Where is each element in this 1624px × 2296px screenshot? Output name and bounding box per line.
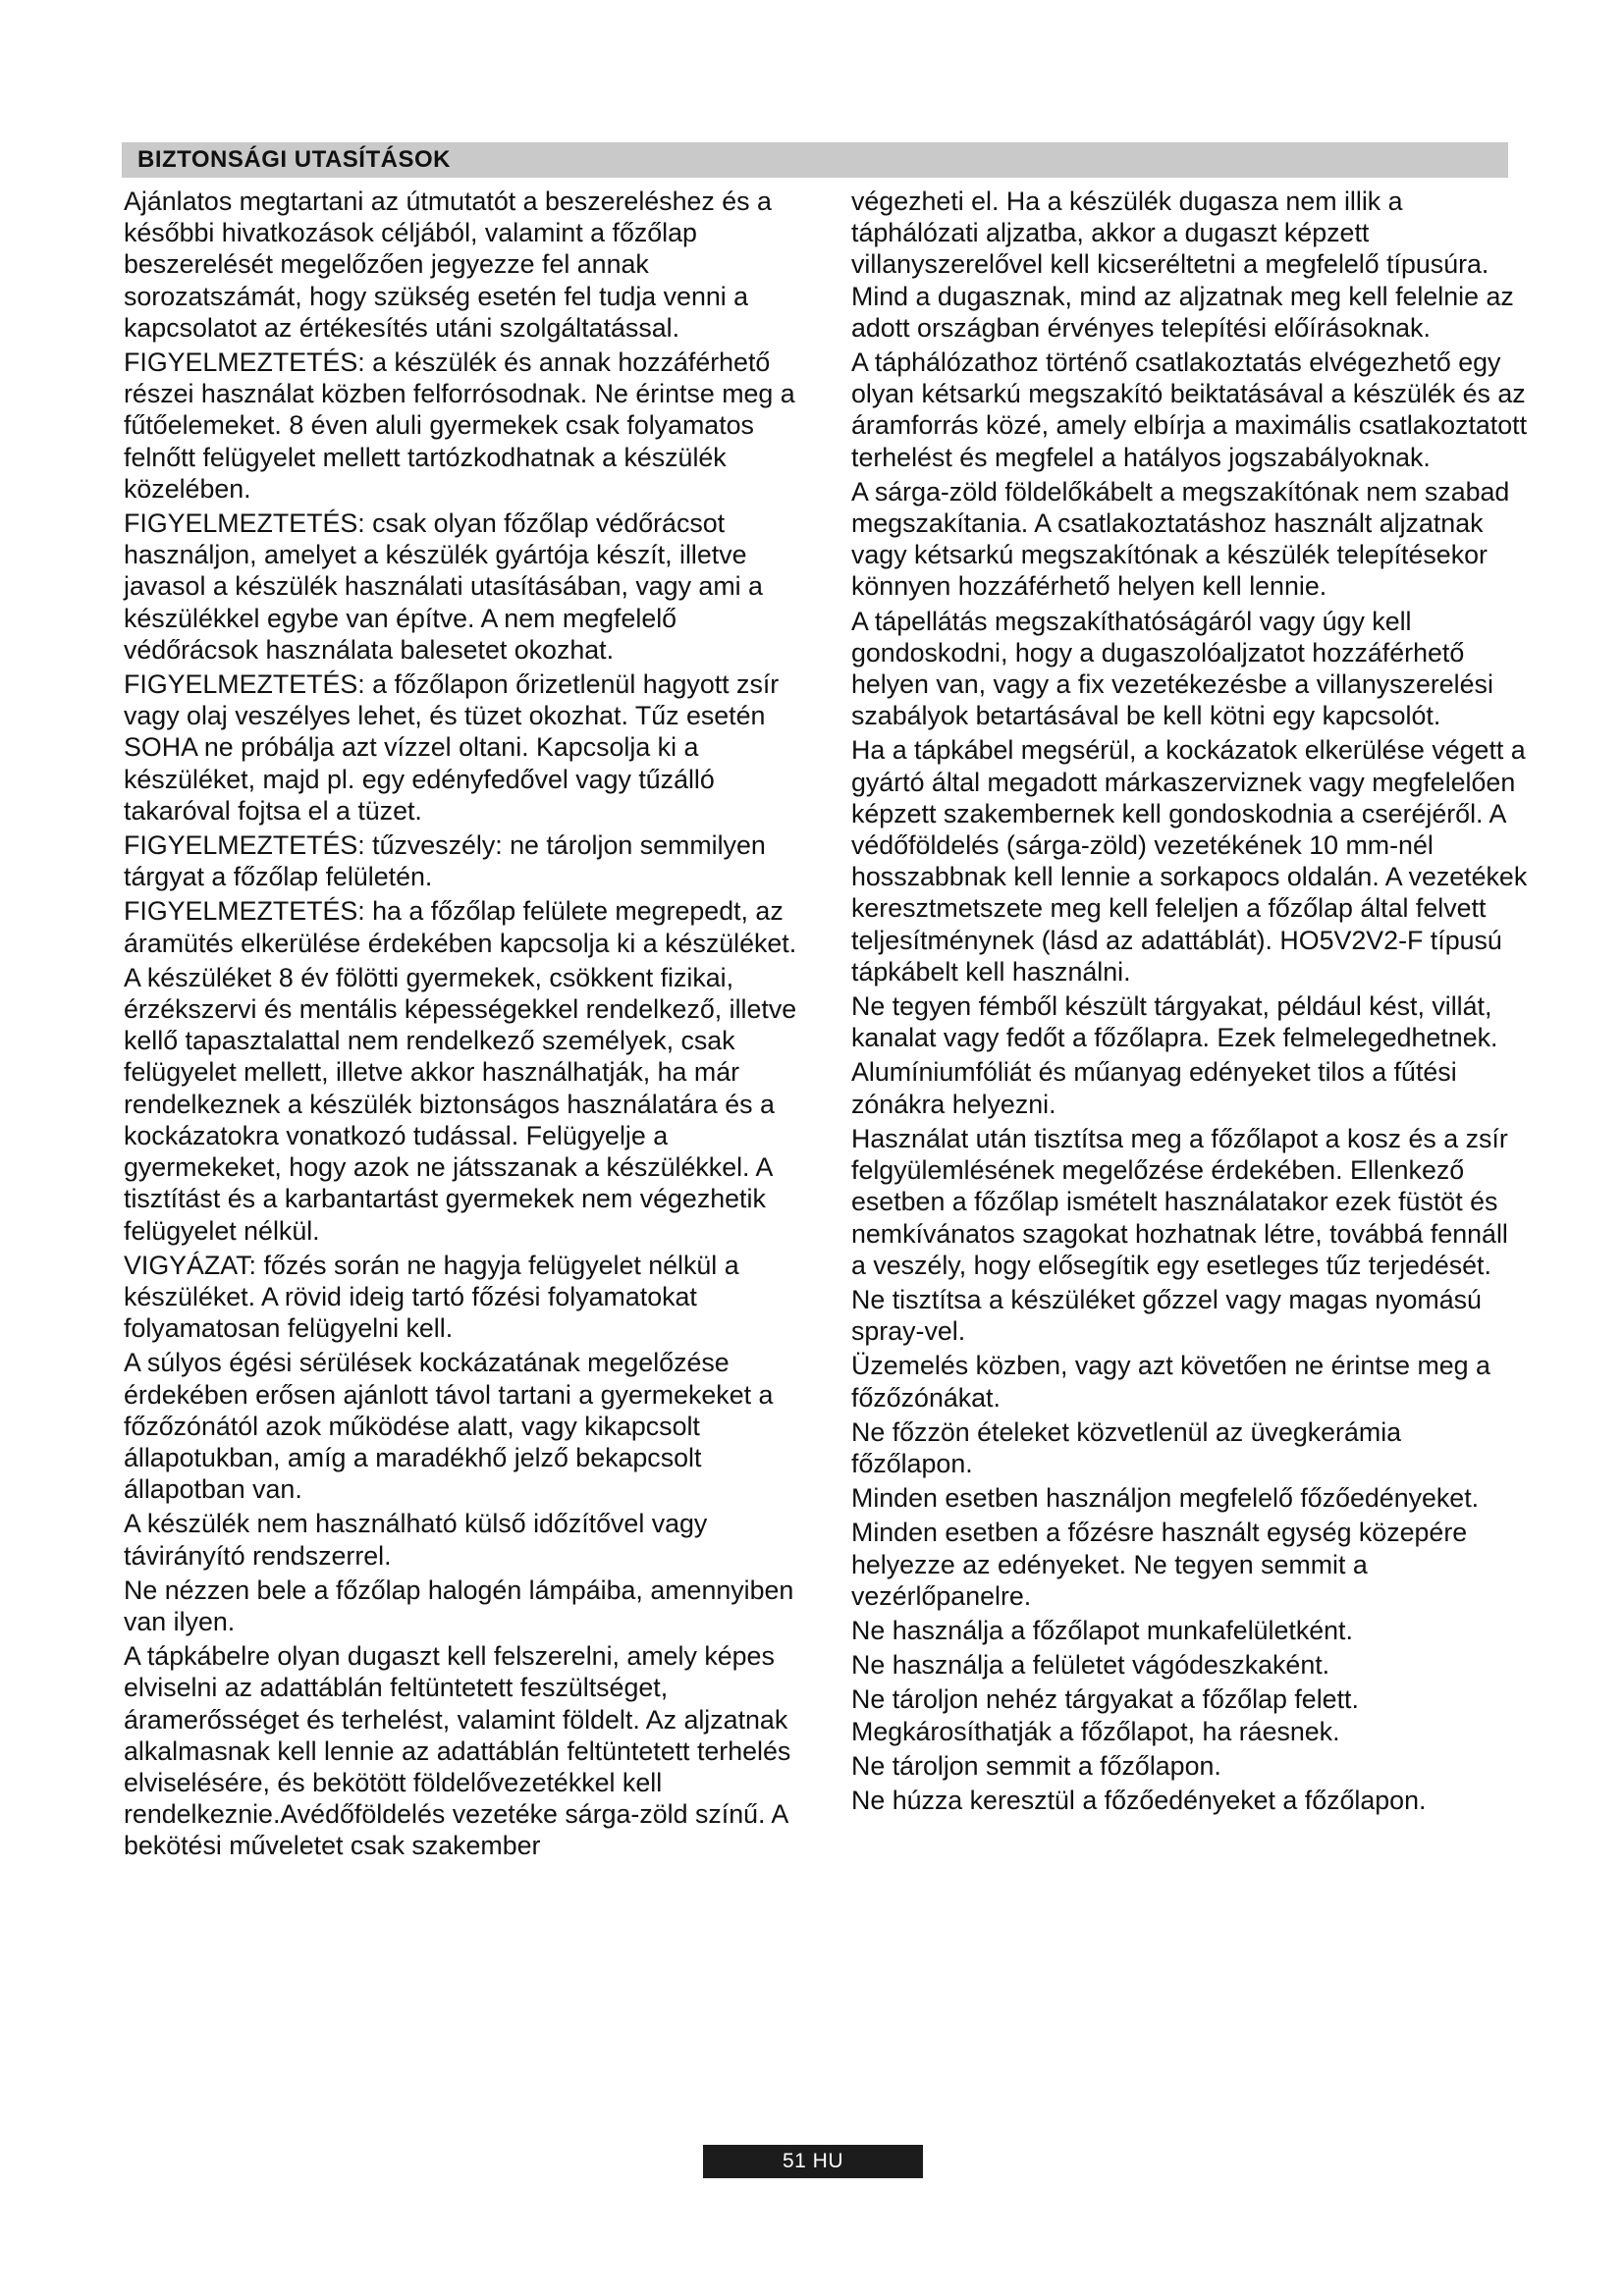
paragraph: Ajánlatos megtartani az útmutatót a beszereléshez és a későbbi hivatkozások céljából, valamint a főzőlap beszerelését megelőzően jegyezze fel annak sorozatszámát, hogy szükség esetén fel tudja venni a kapcsolatot az értékesítés utáni szolgáltatással.: [124, 187, 772, 343]
paragraph: Ne használja a felületet vágódeszkaként.: [851, 1650, 1330, 1681]
page-number: 51 HU: [703, 2145, 923, 2178]
paragraph: Ne főzzön ételeket közvetlenül az üvegkerámia főzőlapon.: [851, 1416, 1402, 1478]
paragraph: A táphálózathoz történő csatlakoztatás elvégezhető egy olyan kétsarkú megszakító beiktatásával a készülék és az áramforrás közé, amely elbírja a maximális csatlakoztatott terhelést és megfelel a hatályos jogszabályoknak.: [851, 347, 1528, 472]
paragraph: FIGYELMEZTETÉS: csak olyan főzőlap védőrácsot használjon, amelyet a készülék gyártója készít, illetve javasol a készülék használati utasításában, vagy ami a készülékkel egybe van építve. A nem megfelelő védőrácsok használata balesetet okozhat.: [124, 508, 763, 665]
paragraph: Ne nézzen bele a főzőlap halogén lámpáiba, amennyiben van ilyen.: [124, 1575, 794, 1636]
left-column: [124, 186, 801, 1865]
paragraph: FIGYELMEZTETÉS: a készülék és annak hozzáférhető részei használat közben felforrósodnak. Ne érintse meg a fűtőelemeket. 8 éven aluli gyermekek csak folyamatos felnőtt felügyelet mellett tartózkodhatnak a készülék közelében.: [124, 347, 795, 504]
paragraph: Ne tegyen fémből készült tárgyakat, például kést, villát, kanalat vagy fedőt a főzőlapra. Ezek felmelegedhetnek.: [851, 991, 1498, 1053]
paragraph: Üzemelés közben, vagy azt követően ne érintse meg a főzőzónákat.: [851, 1351, 1490, 1413]
paragraph: Ne használja a főzőlapot munkafelületként.: [851, 1615, 1353, 1645]
paragraph: VIGYÁZAT: főzés során ne hagyja felügyelet nélkül a készüléket. A rövid ideig tartó főzési folyamatokat folyamatosan felügyelni kell.: [124, 1250, 739, 1344]
paragraph: A tápkábelre olyan dugaszt kell felszerelni, amely képes elviselni az adattáblán feltüntetett feszültséget, áramerősséget és terhelést, valamint földelt. Az aljzatnak alkalmasnak kell lennie az adattáblán feltüntetett terhelés elviselésére, és bekötött földelővezetékkel kell rendelkeznie.Avédőföldelés vezetéke sárga-zöld színű. A bekötési műveletet csak szakember: [124, 1641, 791, 1861]
paragraph: Alumíniumfóliát és műanyag edényeket tilos a fűtési zónákra helyezni.: [851, 1057, 1457, 1119]
paragraph: A tápellátás megszakíthatóságáról vagy úgy kell gondoskodni, hogy a dugaszolóaljzatot hozzáférhető helyen van, vagy a fix vezetékezésbe a villanyszerelési szabályok betartásával be kell kötni egy kapcsolót.: [851, 606, 1493, 731]
paragraph: Használat után tisztítsa meg a főzőlapot a kosz és a zsír felgyülemlésének megelőzése érdekében. Ellenkező esetben a főzőlap ismételt használatakor ezek füstöt és nemkívánatos szagokat hozhatnak létre, továbbá fennáll a veszély, hogy elősegítik egy esetleges tűz terjedését.: [851, 1123, 1508, 1280]
paragraph: végezheti el. Ha a készülék dugasza nem illik a táphálózati aljzatba, akkor a dugaszt képzett villanyszerelővel kell kicseréltetni a megfelelő típusúra. Mind a dugasznak, mind az aljzatnak meg kell felelnie az adott országban érvényes telepítési előírásoknak.: [851, 187, 1514, 343]
paragraph: Ha a tápkábel megsérül, a kockázatok elkerülése végett a gyártó által megadott márkaszerviznek vagy megfelelően képzett szakembernek kell gondoskodnia a cseréjéről. A védőföldelés (sárga-zöld) vezetékének 10 mm-nél hosszabbnak kell lennie a sorkapocs oldalán. A vezetékek keresztmetszete meg kell feleljen a főzőlap által felvett teljesítménynek (lásd az adattáblát). HO5V2V2-F típusú tápkábelt kell használni.: [851, 735, 1528, 987]
section-title: BIZTONSÁGI UTASÍTÁSOK: [137, 146, 451, 173]
paragraph: Minden esetben a főzésre használt egység közepére helyezze az edényeket. Ne tegyen semmit a vezérlőpanelre.: [851, 1518, 1468, 1611]
paragraph: A készüléket 8 év fölötti gyermekek, csökkent fizikai, érzékszervi és mentális képességekkel rendelkező, illetve kellő tapasztalattal nem rendelkező személyek, csak felügyelet mellett, illetve akkor használhatják, ha már rendelkeznek a készülék biztonságos használatára és a kockázatokra vonatkozó tudással. Felügyelje a gyermekeket, hogy azok ne játsszanak a készülékkel. A tisztítást és a karbantartást gyermekek nem végezhetik felügyelet nélkül.: [124, 962, 797, 1246]
paragraph: A készülék nem használható külső időzítővel vagy távirányító rendszerrel.: [124, 1509, 708, 1571]
paragraph: FIGYELMEZTETÉS: a főzőlapon őrizetlenül hagyott zsír vagy olaj veszélyes lehet, és tüzet okozhat. Tűz esetén SOHA ne próbálja azt vízzel oltani. Kapcsolja ki a készüléket, majd pl. egy edényfedővel vagy tűzálló takaróval fojtsa el a tüzet.: [124, 669, 780, 826]
paragraph: FIGYELMEZTETÉS: tűzveszély: ne tároljon semmilyen tárgyat a főzőlap felületén.: [124, 830, 766, 892]
paragraph: Ne tisztítsa a készüléket gőzzel vagy magas nyomású spray-vel.: [851, 1284, 1482, 1347]
paragraph: FIGYELMEZTETÉS: ha a főzőlap felülete megrepedt, az áramütés elkerülése érdekében kapcsolja ki a készüléket.: [124, 896, 797, 958]
paragraph: A sárga-zöld földelőkábelt a megszakítónak nem szabad megszakítania. A csatlakoztatáshoz használt aljzatnak vagy kétsarkú megszakítónak a készülék telepítésekor könnyen hozzáférhető helyen kell lennie.: [851, 476, 1510, 602]
section-header: [122, 142, 1508, 178]
paragraph: Ne húzza keresztül a főzőedényeket a főzőlapon.: [851, 1785, 1427, 1815]
paragraph: Ne tároljon semmit a főzőlapon.: [851, 1750, 1221, 1781]
paragraph: Ne tároljon nehéz tárgyakat a főzőlap felett. Megkárosíthatják a főzőlapot, ha ráesnek.: [851, 1684, 1359, 1746]
paragraph: A súlyos égési sérülések kockázatának megelőzése érdekében erősen ajánlott távol tartani a gyermekeket a főzőzónától azok működése alatt, vagy kikapcsolt állapotukban, amíg a maradékhő jelző bekapcsolt állapotban van.: [124, 1348, 774, 1505]
right-column: [851, 186, 1529, 1819]
paragraph: Minden esetben használjon megfelelő főzőedényeket.: [851, 1483, 1480, 1514]
